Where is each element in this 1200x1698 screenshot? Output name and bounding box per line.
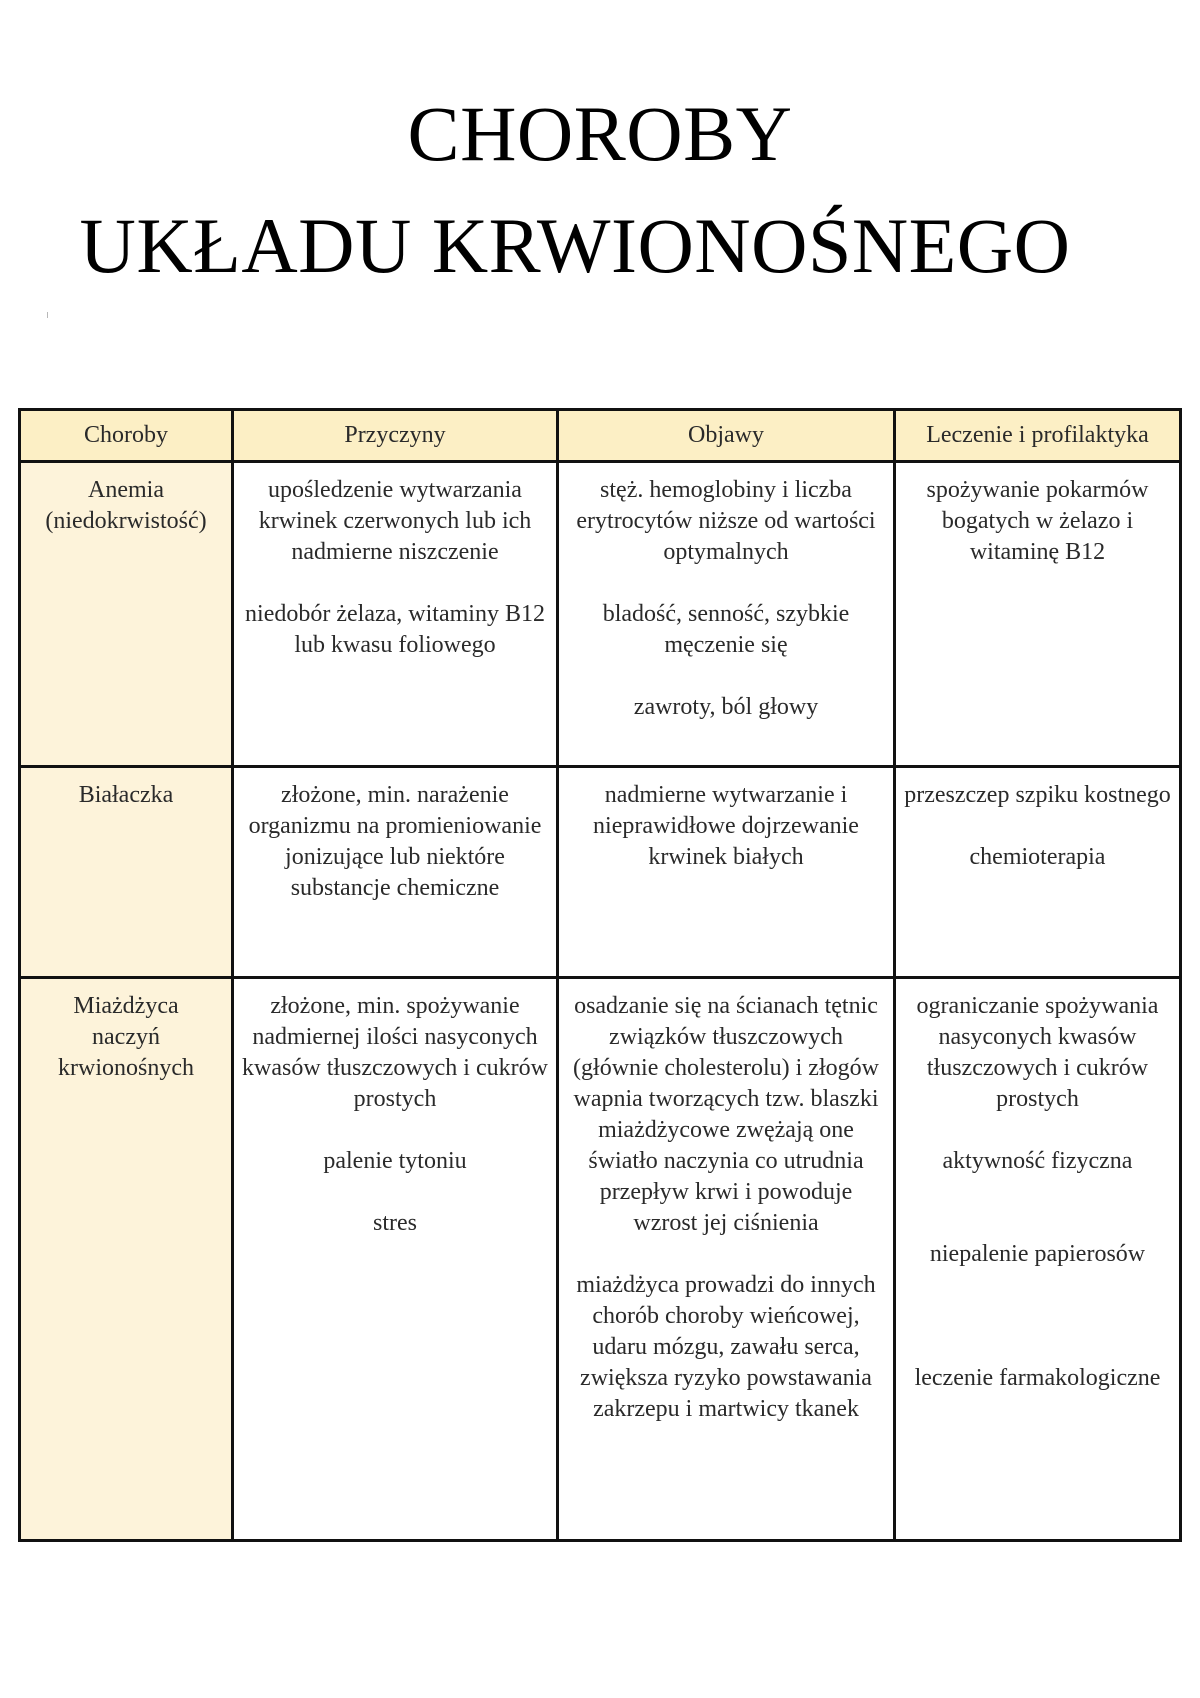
page-title — [0, 78, 1200, 302]
causes-cell — [233, 462, 558, 767]
treatment-text: przeszczep szpiku kostnego — [904, 782, 1171, 808]
table-row-leukemia — [20, 767, 1181, 978]
column-header-causes: Przyczyny — [233, 410, 558, 462]
disease-name: (niedokrwistość) — [45, 508, 207, 534]
diseases-table — [18, 408, 1182, 1542]
symptoms-cell — [558, 462, 895, 767]
treatment-cell — [895, 462, 1181, 767]
treatment-text: chemioterapia — [969, 844, 1106, 870]
treatment-text: spożywanie pokarmów bogatych w żelazo i witaminę B12 — [926, 477, 1149, 565]
column-header-symptoms: Objawy — [558, 410, 895, 462]
symptoms-cell — [558, 767, 895, 978]
column-header-treatment: Leczenie i profilaktyka — [895, 410, 1181, 462]
treatment-text: aktywność fizyczna — [942, 1148, 1133, 1174]
table-header — [20, 410, 1181, 462]
page-title-line-2: UKŁADU KRWIONOŚNEGO — [79, 202, 1071, 289]
disease-cell — [20, 978, 233, 1541]
symptom-text: miażdżyca prowadzi do innych chorób choroby wieńcowej, udaru mózgu, zawału serca, zwiększa ryzyko powstawania zakrzepu i martwicy tkanek — [576, 1272, 876, 1422]
disease-cell — [20, 767, 233, 978]
symptom-text: osadzanie się na ścianach tętnic związków tłuszczowych (głównie cholesterolu) i złogów wapnia tworzących tzw. blaszki miażdżycowe zwężają one światło naczynia co utrudnia przepływ krwi i powoduje wzrost jej ciśnienia — [573, 993, 879, 1236]
cause-text: upośledzenie wytwarzania krwinek czerwonych lub ich nadmierne niszczenie — [258, 477, 532, 565]
table-body — [20, 462, 1181, 1541]
treatment-text: leczenie farmakologiczne — [914, 1365, 1161, 1391]
treatment-cell — [895, 767, 1181, 978]
symptom-text: zawroty, ból głowy — [633, 694, 819, 720]
cause-text: stres — [373, 1210, 417, 1236]
causes-cell — [233, 978, 558, 1541]
cause-text: niedobór żelaza, witaminy B12 lub kwasu foliowego — [245, 601, 545, 658]
disease-name: Białaczka — [78, 782, 174, 808]
column-header-diseases: Choroby — [20, 410, 233, 462]
causes-cell — [233, 767, 558, 978]
cause-text: złożone, min. spożywanie nadmiernej ilości nasyconych kwasów tłuszczowych i cukrów prostych — [242, 993, 548, 1112]
symptoms-cell — [558, 978, 895, 1541]
disease-cell — [20, 462, 233, 767]
stray-mark — [47, 312, 48, 318]
treatment-cell — [895, 978, 1181, 1541]
disease-name: Anemia — [88, 477, 164, 503]
disease-name: Miażdżyca — [73, 993, 179, 1019]
cause-text: palenie tytoniu — [323, 1148, 467, 1174]
symptom-text: bladość, senność, szybkie męczenie się — [602, 601, 850, 658]
treatment-text: niepalenie papierosów — [929, 1241, 1146, 1267]
disease-name: krwionośnych — [58, 1055, 194, 1081]
cause-text: złożone, min. narażenie organizmu na promieniowanie jonizujące lub niektóre substancje chemiczne — [248, 782, 542, 901]
table-row-atherosclerosis — [20, 978, 1181, 1541]
header-row — [20, 410, 1181, 462]
page-title-line-1: CHOROBY — [407, 90, 793, 177]
symptom-text: stęż. hemoglobiny i liczba erytrocytów niższe od wartości optymalnych — [576, 477, 876, 565]
symptom-text: nadmierne wytwarzanie i nieprawidłowe dojrzewanie krwinek białych — [593, 782, 859, 870]
disease-name: naczyń — [92, 1024, 160, 1050]
treatment-text: ograniczanie spożywania nasyconych kwasów tłuszczowych i cukrów prostych — [916, 993, 1159, 1112]
table-row-anemia — [20, 462, 1181, 767]
